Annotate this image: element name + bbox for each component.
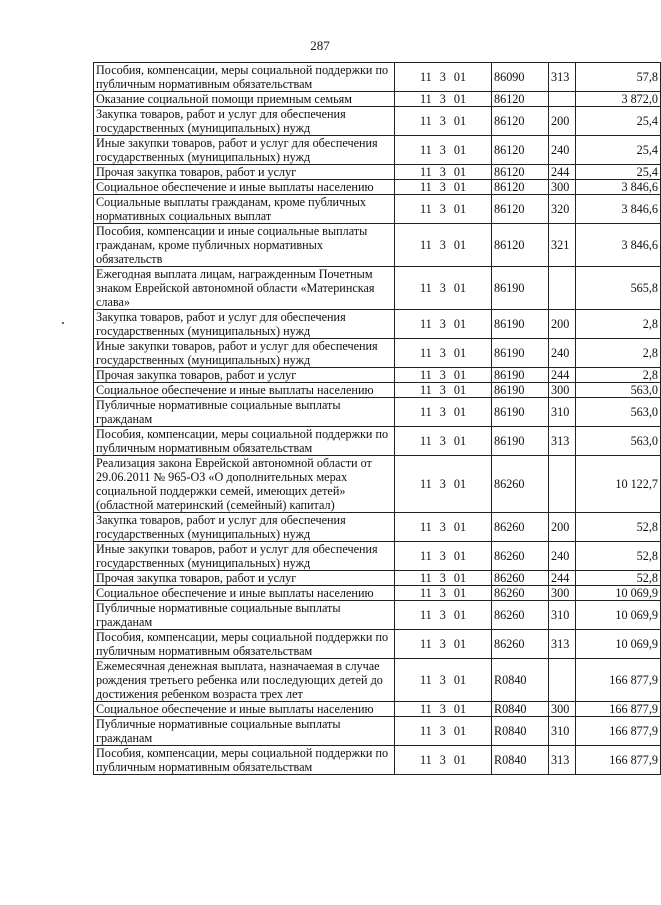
- row-program-code-cell: 11 3 01: [395, 63, 492, 92]
- row-target-code-cell: 86260: [492, 601, 549, 630]
- row-expense-type-cell: 240: [549, 136, 576, 165]
- row-sum-cell: 2,8: [576, 339, 661, 368]
- table-row: [94, 398, 661, 427]
- row-sum-cell: 563,0: [576, 427, 661, 456]
- row-expense-type-cell: 300: [549, 383, 576, 398]
- row-program-code-cell: 11 3 01: [395, 368, 492, 383]
- row-name-cell: Публичные нормативные социальные выплаты гражданам: [94, 398, 395, 427]
- row-expense-type-cell: 200: [549, 107, 576, 136]
- row-expense-type-cell: 310: [549, 398, 576, 427]
- row-sum-cell: 3 846,6: [576, 180, 661, 195]
- row-sum-cell: 52,8: [576, 513, 661, 542]
- row-target-code-cell: 86120: [492, 165, 549, 180]
- budget-table-body: [94, 63, 661, 775]
- row-expense-type-cell: 244: [549, 165, 576, 180]
- row-program-code-cell: 11 3 01: [395, 630, 492, 659]
- row-sum-cell: 10 069,9: [576, 630, 661, 659]
- row-expense-type-cell: [549, 92, 576, 107]
- row-sum-cell: 3 846,6: [576, 195, 661, 224]
- row-target-code-cell: 86190: [492, 310, 549, 339]
- row-name-cell: Пособия, компенсации, меры социальной поддержки по публичным нормативным обязательствам: [94, 427, 395, 456]
- table-row: [94, 702, 661, 717]
- row-expense-type-cell: [549, 456, 576, 513]
- row-program-code-cell: 11 3 01: [395, 398, 492, 427]
- row-sum-cell: 166 877,9: [576, 746, 661, 775]
- row-sum-cell: 2,8: [576, 368, 661, 383]
- table-row: [94, 659, 661, 702]
- row-sum-cell: 166 877,9: [576, 717, 661, 746]
- table-row: [94, 383, 661, 398]
- row-program-code-cell: 11 3 01: [395, 571, 492, 586]
- row-expense-type-cell: 240: [549, 339, 576, 368]
- row-name-cell: Закупка товаров, работ и услуг для обеспечения государственных (муниципальных) нужд: [94, 513, 395, 542]
- row-program-code-cell: 11 3 01: [395, 456, 492, 513]
- table-row: [94, 601, 661, 630]
- row-target-code-cell: 86120: [492, 92, 549, 107]
- row-program-code-cell: 11 3 01: [395, 717, 492, 746]
- row-program-code-cell: 11 3 01: [395, 702, 492, 717]
- row-name-cell: Ежемесячная денежная выплата, назначаемая в случае рождения третьего ребенка или последующих детей до достижения ребенком возраста трех лет: [94, 659, 395, 702]
- row-program-code-cell: 11 3 01: [395, 586, 492, 601]
- row-target-code-cell: R0840: [492, 717, 549, 746]
- row-sum-cell: 52,8: [576, 542, 661, 571]
- table-row: [94, 746, 661, 775]
- row-name-cell: Пособия, компенсации, меры социальной поддержки по публичным нормативным обязательствам: [94, 63, 395, 92]
- row-sum-cell: 25,4: [576, 165, 661, 180]
- row-target-code-cell: 86120: [492, 136, 549, 165]
- row-program-code-cell: 11 3 01: [395, 513, 492, 542]
- row-name-cell: Закупка товаров, работ и услуг для обеспечения государственных (муниципальных) нужд: [94, 310, 395, 339]
- row-expense-type-cell: 244: [549, 571, 576, 586]
- row-expense-type-cell: 300: [549, 702, 576, 717]
- row-sum-cell: 10 069,9: [576, 586, 661, 601]
- table-row: [94, 630, 661, 659]
- row-expense-type-cell: 313: [549, 746, 576, 775]
- row-name-cell: Социальное обеспечение и иные выплаты населению: [94, 586, 395, 601]
- row-expense-type-cell: 300: [549, 586, 576, 601]
- row-expense-type-cell: [549, 659, 576, 702]
- row-sum-cell: 10 069,9: [576, 601, 661, 630]
- row-expense-type-cell: 200: [549, 310, 576, 339]
- row-expense-type-cell: 313: [549, 630, 576, 659]
- row-target-code-cell: 86090: [492, 63, 549, 92]
- row-target-code-cell: 86190: [492, 427, 549, 456]
- row-target-code-cell: 86120: [492, 180, 549, 195]
- row-program-code-cell: 11 3 01: [395, 339, 492, 368]
- row-expense-type-cell: 310: [549, 601, 576, 630]
- row-program-code-cell: 11 3 01: [395, 427, 492, 456]
- row-target-code-cell: 86260: [492, 586, 549, 601]
- row-program-code-cell: 11 3 01: [395, 107, 492, 136]
- row-sum-cell: 57,8: [576, 63, 661, 92]
- row-name-cell: Публичные нормативные социальные выплаты гражданам: [94, 717, 395, 746]
- row-sum-cell: 10 122,7: [576, 456, 661, 513]
- row-sum-cell: 563,0: [576, 383, 661, 398]
- table-row: [94, 310, 661, 339]
- row-program-code-cell: 11 3 01: [395, 180, 492, 195]
- table-row: [94, 180, 661, 195]
- row-sum-cell: 25,4: [576, 107, 661, 136]
- row-sum-cell: 3 872,0: [576, 92, 661, 107]
- row-name-cell: Пособия, компенсации и иные социальные выплаты гражданам, кроме публичных нормативных обязательств: [94, 224, 395, 267]
- table-row: [94, 586, 661, 601]
- row-expense-type-cell: 240: [549, 542, 576, 571]
- row-name-cell: Оказание социальной помощи приемным семьям: [94, 92, 395, 107]
- row-target-code-cell: 86190: [492, 368, 549, 383]
- row-name-cell: Пособия, компенсации, меры социальной поддержки по публичным нормативным обязательствам: [94, 630, 395, 659]
- row-program-code-cell: 11 3 01: [395, 542, 492, 571]
- row-name-cell: Публичные нормативные социальные выплаты гражданам: [94, 601, 395, 630]
- row-program-code-cell: 11 3 01: [395, 224, 492, 267]
- row-program-code-cell: 11 3 01: [395, 136, 492, 165]
- row-expense-type-cell: 310: [549, 717, 576, 746]
- row-program-code-cell: 11 3 01: [395, 310, 492, 339]
- row-target-code-cell: 86260: [492, 542, 549, 571]
- row-program-code-cell: 11 3 01: [395, 383, 492, 398]
- row-target-code-cell: 86120: [492, 107, 549, 136]
- table-row: [94, 195, 661, 224]
- table-row: [94, 165, 661, 180]
- table-row: [94, 267, 661, 310]
- row-name-cell: Социальное обеспечение и иные выплаты населению: [94, 702, 395, 717]
- row-program-code-cell: 11 3 01: [395, 92, 492, 107]
- row-program-code-cell: 11 3 01: [395, 267, 492, 310]
- row-name-cell: Пособия, компенсации, меры социальной поддержки по публичным нормативным обязательствам: [94, 746, 395, 775]
- row-sum-cell: 52,8: [576, 571, 661, 586]
- row-target-code-cell: 86190: [492, 383, 549, 398]
- table-row: [94, 368, 661, 383]
- table-row: [94, 136, 661, 165]
- row-name-cell: Ежегодная выплата лицам, награжденным Почетным знаком Еврейской автономной области «Материнская слава»: [94, 267, 395, 310]
- page-number: 287: [310, 38, 330, 53]
- row-name-cell: Социальное обеспечение и иные выплаты населению: [94, 383, 395, 398]
- row-target-code-cell: 86120: [492, 195, 549, 224]
- row-target-code-cell: 86260: [492, 513, 549, 542]
- row-name-cell: Социальные выплаты гражданам, кроме публичных нормативных социальных выплат: [94, 195, 395, 224]
- row-expense-type-cell: 320: [549, 195, 576, 224]
- table-row: [94, 339, 661, 368]
- table-row: [94, 107, 661, 136]
- table-row: [94, 513, 661, 542]
- budget-table: [93, 62, 661, 775]
- row-target-code-cell: R0840: [492, 746, 549, 775]
- table-row: [94, 456, 661, 513]
- row-program-code-cell: 11 3 01: [395, 659, 492, 702]
- row-name-cell: Реализация закона Еврейской автономной области от 29.06.2011 № 965-ОЗ «О дополнительных мерах социальной поддержки семей, имеющих детей» (областной материнский (семейный) капитал): [94, 456, 395, 513]
- row-target-code-cell: 86260: [492, 456, 549, 513]
- row-sum-cell: 166 877,9: [576, 659, 661, 702]
- table-row: [94, 224, 661, 267]
- row-name-cell: Иные закупки товаров, работ и услуг для обеспечения государственных (муниципальных) нужд: [94, 136, 395, 165]
- row-target-code-cell: 86190: [492, 267, 549, 310]
- row-sum-cell: 563,0: [576, 398, 661, 427]
- row-target-code-cell: R0840: [492, 659, 549, 702]
- row-program-code-cell: 11 3 01: [395, 195, 492, 224]
- table-row: [94, 427, 661, 456]
- table-row: [94, 542, 661, 571]
- scan-speck: [62, 322, 64, 324]
- row-target-code-cell: 86190: [492, 339, 549, 368]
- row-target-code-cell: 86260: [492, 571, 549, 586]
- row-sum-cell: 2,8: [576, 310, 661, 339]
- row-expense-type-cell: 300: [549, 180, 576, 195]
- row-name-cell: Прочая закупка товаров, работ и услуг: [94, 368, 395, 383]
- row-name-cell: Прочая закупка товаров, работ и услуг: [94, 571, 395, 586]
- row-expense-type-cell: 321: [549, 224, 576, 267]
- row-target-code-cell: 86190: [492, 398, 549, 427]
- row-name-cell: Иные закупки товаров, работ и услуг для обеспечения государственных (муниципальных) нужд: [94, 339, 395, 368]
- row-name-cell: Иные закупки товаров, работ и услуг для обеспечения государственных (муниципальных) нужд: [94, 542, 395, 571]
- row-sum-cell: 166 877,9: [576, 702, 661, 717]
- row-sum-cell: 3 846,6: [576, 224, 661, 267]
- row-program-code-cell: 11 3 01: [395, 746, 492, 775]
- row-target-code-cell: R0840: [492, 702, 549, 717]
- table-row: [94, 717, 661, 746]
- table-row: [94, 92, 661, 107]
- row-expense-type-cell: 313: [549, 427, 576, 456]
- row-program-code-cell: 11 3 01: [395, 165, 492, 180]
- table-row: [94, 571, 661, 586]
- row-name-cell: Закупка товаров, работ и услуг для обеспечения государственных (муниципальных) нужд: [94, 107, 395, 136]
- row-sum-cell: 25,4: [576, 136, 661, 165]
- row-program-code-cell: 11 3 01: [395, 601, 492, 630]
- row-name-cell: Прочая закупка товаров, работ и услуг: [94, 165, 395, 180]
- row-expense-type-cell: 244: [549, 368, 576, 383]
- table-row: [94, 63, 661, 92]
- row-target-code-cell: 86120: [492, 224, 549, 267]
- row-expense-type-cell: [549, 267, 576, 310]
- row-expense-type-cell: 200: [549, 513, 576, 542]
- row-target-code-cell: 86260: [492, 630, 549, 659]
- row-expense-type-cell: 313: [549, 63, 576, 92]
- row-name-cell: Социальное обеспечение и иные выплаты населению: [94, 180, 395, 195]
- row-sum-cell: 565,8: [576, 267, 661, 310]
